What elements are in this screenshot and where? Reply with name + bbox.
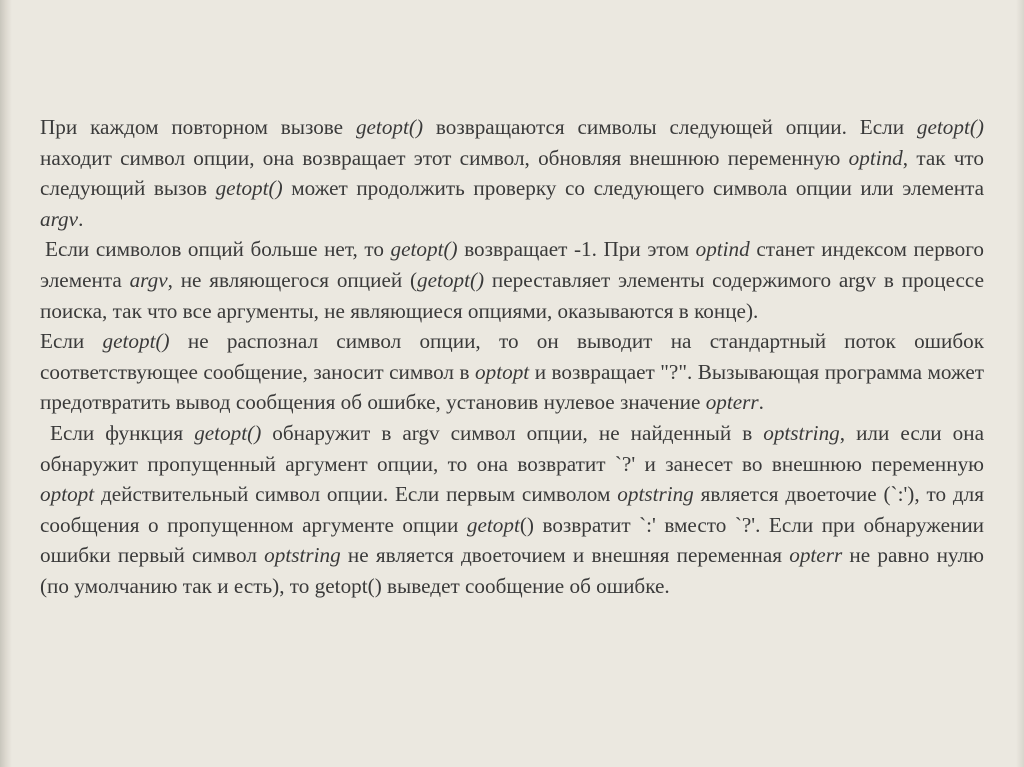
code-term: optstring: [763, 420, 840, 445]
text-run: Если: [40, 329, 103, 354]
text-run: не является двоеточием и внешняя переменная: [340, 543, 790, 568]
text-run: находит символ опции, она возвращает этот символ, обновляя внешнюю переменную: [40, 145, 849, 170]
code-term: opterr: [789, 543, 843, 568]
code-term: opterr: [705, 390, 759, 415]
code-term: getopt(): [215, 176, 283, 201]
code-term: optind: [848, 145, 903, 170]
slide-right-edge: [1016, 0, 1024, 767]
text-run: является двоеточие (`:'), то для сообщения о пропущенном аргументе опции: [40, 482, 984, 537]
paragraph-getopt-repeated-calls: [40, 112, 984, 234]
slide-body-text: [40, 112, 984, 602]
text-run: , так что следующий вызов: [40, 145, 985, 201]
text-run: действительный символ опции. Если первым символом: [94, 482, 618, 507]
text-run: и возвращает "?". Вызывающая программа может предотвратить вывод сообщения об ошибке, установив нулевое значение: [40, 359, 984, 415]
text-run: Если функция: [50, 420, 195, 445]
paragraph-optstring-colon: [40, 418, 984, 602]
text-run: переставляет элементы содержимого argv в процессе поиска, так что все аргументы, не являющиеся опциями, оказываются в конце).: [40, 267, 984, 323]
code-term: argv: [40, 206, 79, 231]
text-run: .: [78, 206, 84, 231]
code-term: getopt(): [916, 115, 984, 139]
text-run: При каждом повторном вызове: [40, 115, 356, 139]
text-run: .: [758, 390, 764, 415]
text-run: , не являющегося опцией (: [167, 267, 418, 292]
code-term: argv: [129, 267, 168, 292]
code-term: optstring: [264, 543, 341, 568]
code-term: getopt(): [355, 115, 424, 139]
paragraph-unrecognized-option: [40, 326, 984, 418]
text-run: , или если она обнаружит пропущенный аргумент опции, то она возвратит `?' и занесет во внешнюю переменную: [40, 420, 985, 476]
code-term: getopt: [466, 512, 520, 537]
code-term: getopt(): [194, 420, 262, 445]
code-term: optind: [695, 237, 750, 262]
code-term: getopt(): [390, 237, 458, 262]
text-run: () возвратит `:' вместо `?'. Если при обнаружении ошибки первый символ: [40, 512, 984, 568]
text-run: Если символов опций больше нет, то: [45, 237, 391, 262]
text-run: не равно нулю (по умолчанию так и есть), то getopt() выведет сообщение об ошибке.: [40, 543, 984, 598]
code-term: getopt(): [102, 329, 170, 354]
text-run: возвращаются символы следующей опции. Если: [423, 115, 917, 139]
text-run: возвращает -1. При этом: [457, 237, 696, 262]
text-run: может продолжить проверку со следующего символа опции или элемента: [282, 176, 984, 201]
code-term: optopt: [40, 482, 95, 507]
code-term: getopt(): [417, 267, 485, 292]
code-term: optopt: [475, 359, 530, 384]
slide-left-edge: [0, 0, 12, 767]
text-run: обнаружит в argv символ опции, не найденный в: [261, 420, 764, 445]
text-run: не распознал символ опции, то он выводит на стандартный поток ошибок соответствующее сообщение, заносит символ в: [40, 329, 984, 384]
paragraph-no-more-options: [40, 234, 984, 326]
code-term: optstring: [617, 482, 694, 507]
text-run: станет индексом первого элемента: [40, 237, 984, 292]
